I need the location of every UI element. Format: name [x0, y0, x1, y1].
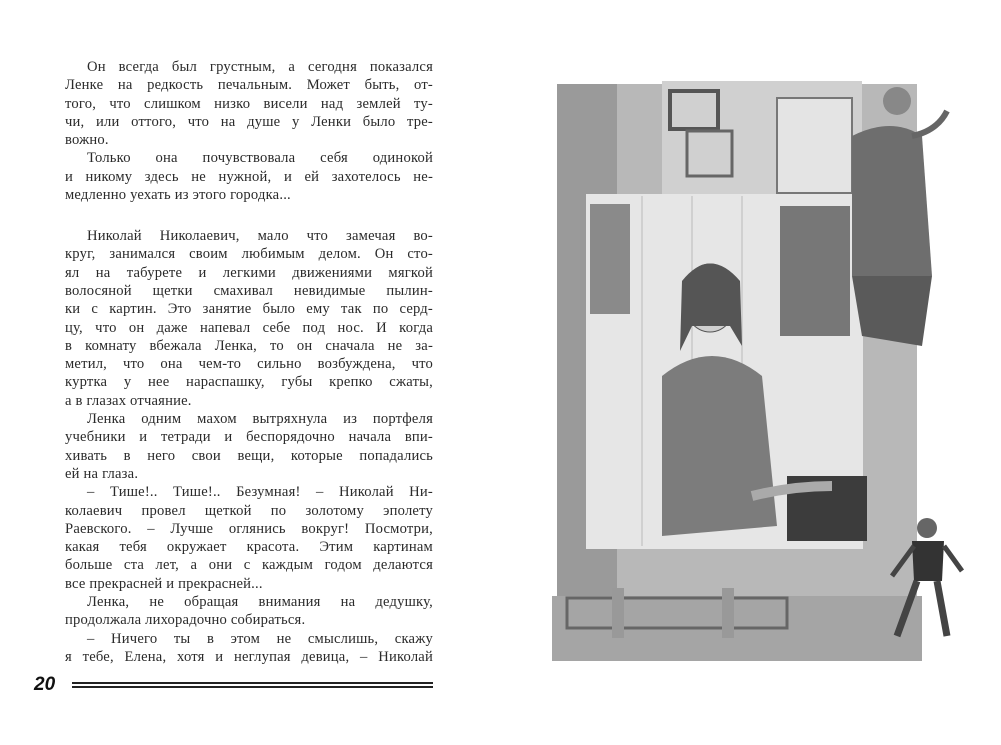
text-line: все прекрасней и прекрасней... — [65, 575, 263, 592]
text-line: Николай Николаевич, мало что замечая во- — [87, 228, 433, 245]
text-line: – Тише!.. Тише!.. Безумная! – Николай Ни- — [87, 484, 433, 501]
section-break — [65, 204, 433, 227]
text-line: колаевич провел щеткой по золотому эполету — [65, 502, 433, 519]
text-line: – Ничего ты в этом не смыслишь, скажу — [87, 630, 433, 647]
footer-double-rule — [72, 682, 433, 688]
paragraph — [65, 593, 433, 630]
text-line: хивать в него свои вещи, которые попадались — [65, 447, 433, 464]
paragraph — [65, 149, 433, 204]
text-line: вожно. — [65, 132, 109, 149]
illustration-girl-in-museum — [552, 76, 972, 666]
page-number: 20 — [34, 674, 56, 695]
paragraph — [65, 630, 433, 667]
text-line: куртка у нее нараспашку, губы крепко сжаты, — [65, 374, 433, 391]
text-line: Только она почувствовала себя одинокой — [87, 150, 433, 167]
paragraph — [65, 58, 433, 149]
text-line: какая тебя окружает красота. Этим картинам — [65, 539, 433, 556]
text-line: в комнату вбежала Ленка, то он сначала не за- — [65, 337, 433, 354]
text-line: того, что слишком низко висели над землей ту- — [65, 95, 433, 112]
text-line: волосяной щетки смахивал невидимые пылин- — [65, 282, 433, 299]
text-line: метил, что она чем-то сильно возбуждена, что — [65, 356, 433, 373]
text-line: ки с картин. Это занятие было ему так по серд- — [65, 301, 433, 318]
paragraph — [65, 227, 433, 410]
paragraph — [65, 483, 433, 593]
text-line: учебники и тетради и беспорядочно начала впи- — [65, 429, 433, 446]
text-line: Ленка одним махом вытряхнула из портфеля — [87, 411, 433, 428]
text-line: Ленке на редкость печальным. Может быть, от- — [65, 77, 433, 94]
text-line: и никому здесь не нужной, и ей захотелось не- — [65, 168, 433, 185]
body-text — [65, 58, 433, 666]
text-line: Он всегда был грустным, а сегодня показался — [87, 59, 433, 75]
text-line: Раевского. – Лучше оглянись вокруг! Посмотри, — [65, 520, 433, 537]
text-line: ей на глаза. — [65, 465, 139, 482]
text-line: я тебе, Елена, хотя и неглупая девица, – Николай — [65, 648, 433, 665]
text-line: круг, занимался своим любимым делом. Он сто- — [65, 246, 433, 263]
text-line: цу, что он даже напевал себе под нос. И когда — [65, 319, 433, 336]
text-line: Ленка, не обращая внимания на дедушку, — [87, 594, 433, 610]
text-line: продолжала лихорадочно собираться. — [65, 612, 306, 629]
text-line: медленно уехать из этого городка... — [65, 187, 291, 204]
text-line: больше ста лет, а они с каждым годом делаются — [65, 557, 433, 574]
paragraph — [65, 410, 433, 483]
text-line: а в глазах отчаяние. — [65, 392, 192, 409]
text-line: ял на табурете и легкими движениями мягкой — [65, 264, 433, 281]
text-line: чи, или оттого, что на душе у Ленки было тре- — [65, 113, 433, 130]
